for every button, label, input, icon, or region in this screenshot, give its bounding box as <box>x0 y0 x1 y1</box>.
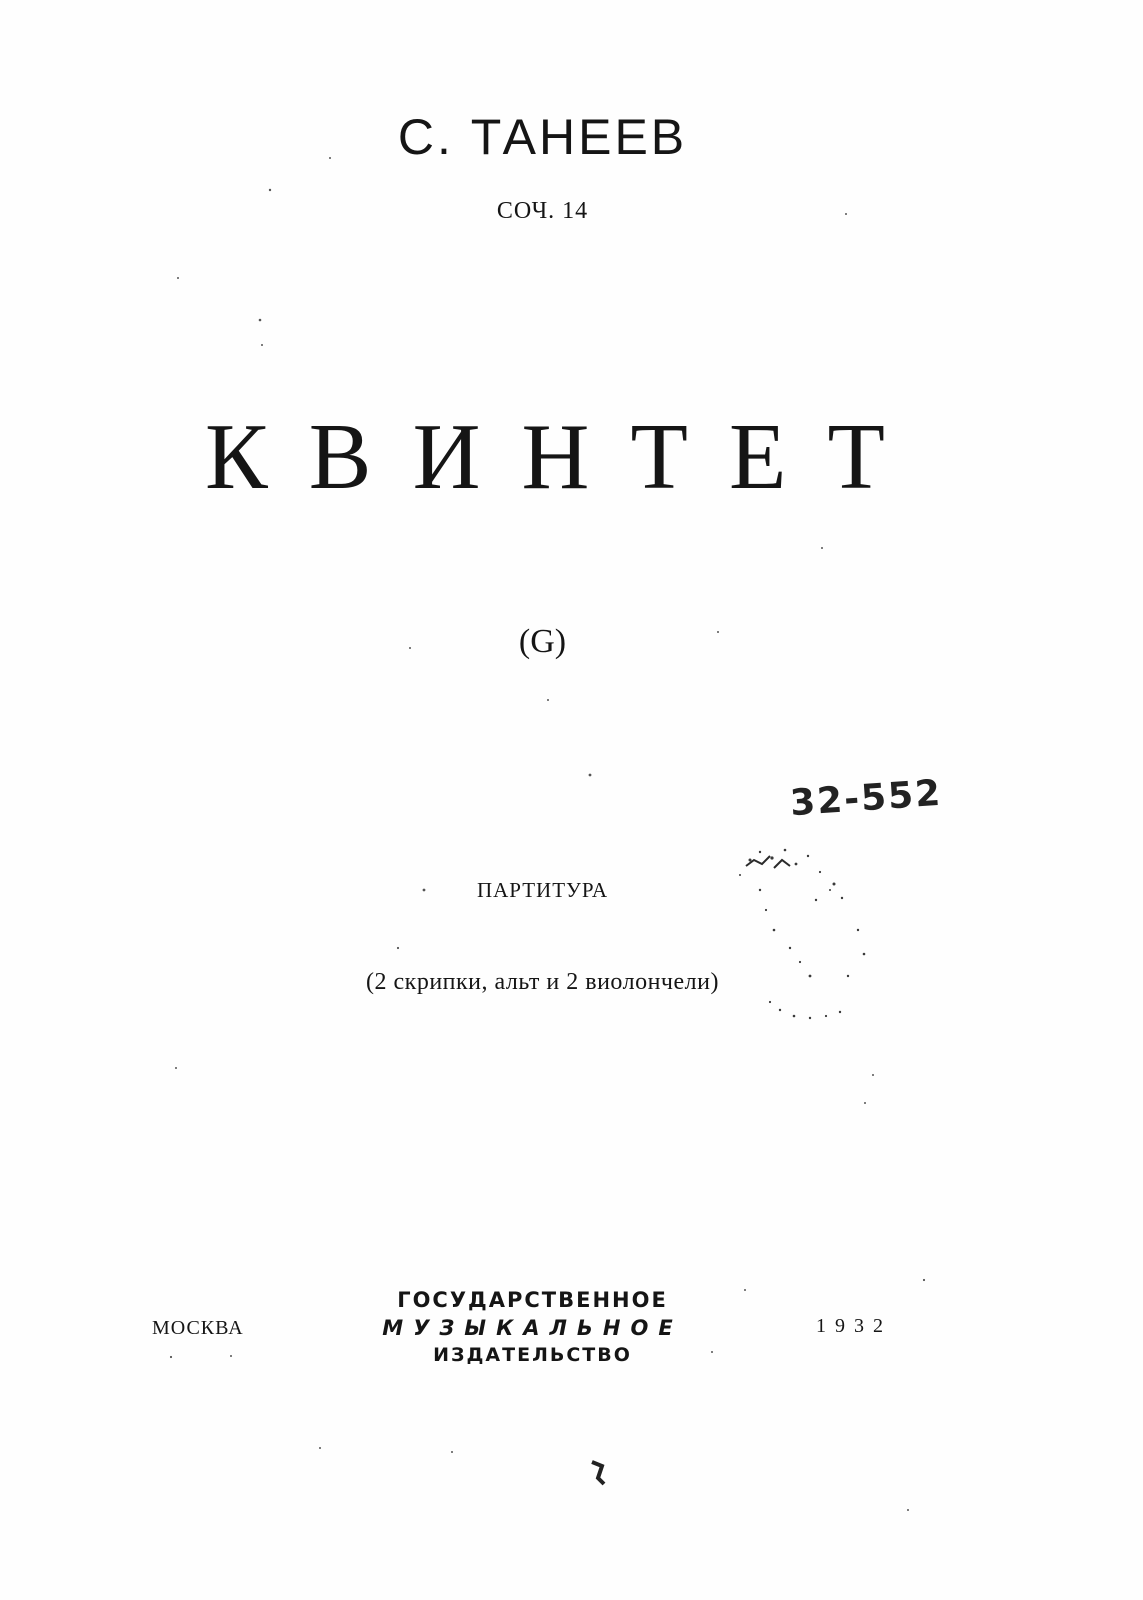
instrumentation: (2 скрипки, альт и 2 виолончели) <box>366 969 719 995</box>
score-label: ПАРТИТУРА <box>476 878 609 902</box>
author-name: С. ТАНЕЕВ <box>397 109 688 165</box>
imprint-city: МОСКВА <box>152 1317 244 1339</box>
opus-number: СОЧ. 14 <box>496 198 589 224</box>
title-letter: Т <box>827 405 885 509</box>
title-letter: В <box>308 405 372 509</box>
work-title <box>205 405 885 509</box>
publisher-block <box>360 1290 705 1365</box>
publisher-line-1: ГОСУДАРСТВЕННОЕ <box>397 1288 668 1312</box>
library-stamp-number: 32-552 <box>788 772 944 825</box>
publisher-line-3: ИЗДАТЕЛЬСТВО <box>433 1344 632 1366</box>
printer-mark-icon <box>592 1462 604 1484</box>
imprint-year: 1932 <box>816 1315 892 1337</box>
title-letter: Т <box>630 405 688 509</box>
title-letter: К <box>205 405 268 509</box>
title-letter: И <box>412 405 481 509</box>
key-signature: (G) <box>518 623 567 660</box>
publisher-line-2: МУЗЫКАЛЬНОЕ <box>382 1316 683 1340</box>
title-letter: Н <box>521 405 590 509</box>
title-letter: Е <box>729 405 787 509</box>
